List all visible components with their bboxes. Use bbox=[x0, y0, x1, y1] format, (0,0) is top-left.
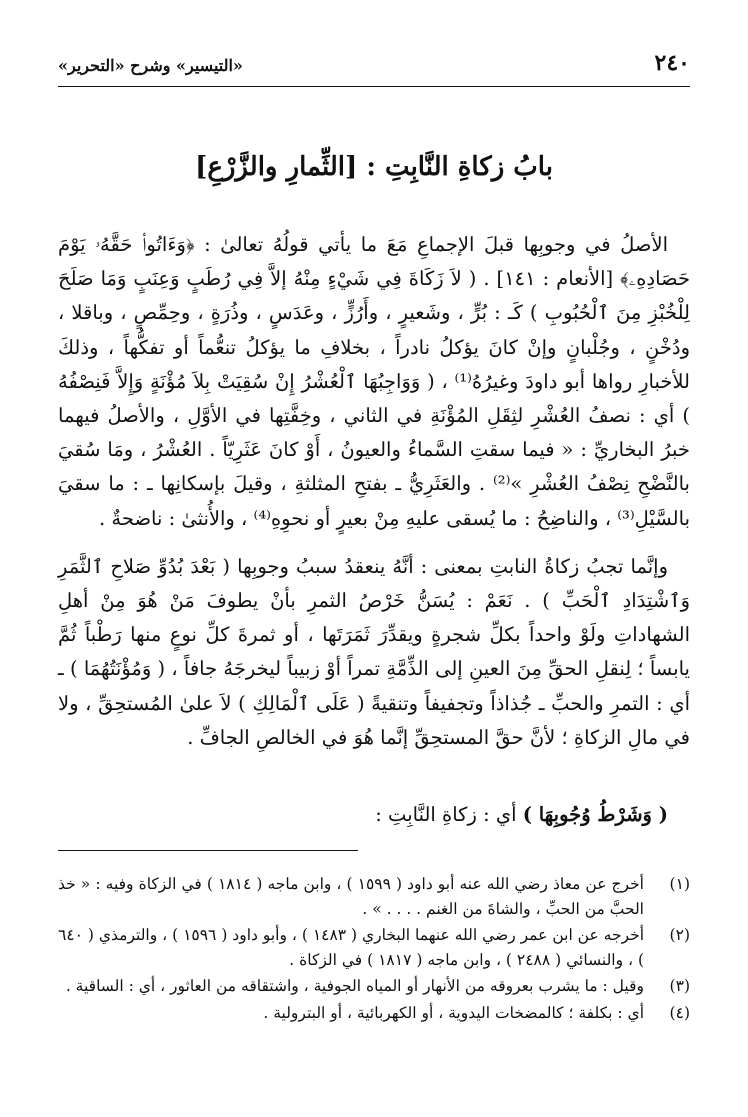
footnote-number: (٢) bbox=[669, 926, 690, 945]
footnote-rule bbox=[58, 850, 358, 851]
main-text bbox=[58, 228, 690, 755]
running-title: «التيسير» وشرح «التحرير» bbox=[58, 56, 243, 75]
condition-key: ( وَشَرْطُ وُجُوبِهَا ) bbox=[522, 803, 668, 826]
footnote-2 bbox=[58, 923, 690, 972]
footnote-number: (١) bbox=[669, 875, 690, 893]
footnote-1 bbox=[58, 872, 690, 921]
footnote-number: (٤) bbox=[669, 1003, 690, 1022]
footnote-text: أي : بكلفة ؛ كالمضخات اليدوية ، أو الكهربائية ، أو البترولية . bbox=[263, 1003, 644, 1022]
condition-line bbox=[58, 800, 690, 830]
footnote-text: أخرجه عن ابن عمر رضي الله عنهما البخاري ( ١٤٨٣ ) ، وأبو داود ( ١٥٩٦ ) ، والترمذي ( ٦٤٠ ) ، والنسائي ( ٢٤٨٨ ) ، وابن ماجه ( ١٨١٧ ) في الزكاة . bbox=[58, 926, 644, 969]
footnote-number: (٣) bbox=[669, 977, 690, 996]
paragraph-2: وإنَّما تجبُ زكاةُ النابتِ بمعنى : أنَّهُ ينعقدُ سببُ وجوبِها ( بَعْدَ بُدُوِّ صَلاحِ ٱلثَّمَرِ وَٱشْتِدَادِ ٱلْحَبِّ ) . نَعَمْ : يُسَنُّ خَرْصُ الثمرِ بأنْ يطوفَ مَنْ هُوَ مِنْ أهلِ الشهاداتِ ولَوْ واحداً بكلِّ شجرةٍ ويقدِّرَ ثَمَرَتَها ، أو ثمرةَ كلِّ نوعٍ منها رَطْباً ثُمَّ يابساً ؛ لِنقلِ الحقِّ مِنَ العينِ إلى الذِّمَّةِ تمراً أوْ زبيباً ليخرجَهُ جافاً ، ( وَمُؤْنَتُهُمَا ) ـ أي : التمرِ والحبِّ ـ جُذاذاً وتجفيفاً وتنقيةً ( عَلَى ٱلْمَالِكِ ) لاَ علىٰ المُستحِقِّ ، ولا في مالِ الزكاةِ ؛ لأنَّ حقَّ المستحِقِّ إنَّما هُوَ في الخالصِ الجافِّ . bbox=[58, 554, 690, 749]
footnote-text: أخرج عن معاذ رضي الله عنه أبو داود ( ١٥٩٩ ) ، وابن ماجه ( ١٨١٤ ) في الزكاة وفيه : « خذ الحبَّ من الحبِّ ، والشاةَ من الغنم . . . . » . bbox=[58, 875, 644, 918]
footnotes bbox=[58, 872, 690, 1028]
header-rule bbox=[58, 86, 690, 87]
chapter-title: بابُ زكاةِ النَّابِتِ : [الثِّمارِ والزَّرْعِ] bbox=[195, 152, 553, 182]
footnote-4 bbox=[58, 1001, 690, 1026]
condition-rest: أي : زكاةِ النَّابِتِ : bbox=[375, 803, 523, 826]
footnote-text: وقيل : ما يشرب بعروقه من الأنهار أو المياه الجوفية ، واشتقاقه من العاثور ، أي : الساقية . bbox=[65, 977, 644, 996]
page-number: ٢٤٠ bbox=[654, 50, 690, 76]
running-head bbox=[58, 50, 690, 80]
footnote-3 bbox=[58, 974, 690, 999]
paragraph-1: الأصلُ في وجوبِها قبلَ الإجماعِ مَعَ ما يأتي قولُهُ تعالىٰ : ﴿وَءَاتُوا۟ حَقَّهُۥ يَوْمَ حَصَادِهِۦ﴾ [الأنعام : ١٤١] . ( لاَ زَكَاةَ فِي شَيْءٍ مِنْهُ إلاَّ فِي رُطَبٍ وَعِنَبٍ وَمَا صَلَحَ لِلْخُبْزِ مِنَ ٱلْحُبُوبِ ) كَـ : بُرٍّ ، وشَعيرٍ ، وأَرُزٍّ ، وعَدَسٍ ، وذُرَةٍ ، وحِمِّصٍ ، وباقلا ، ودُخْنٍ ، وجُلْبانٍ وإنْ كانَ يؤكلُ نادراً ، بخلافِ ما يؤكلُ تنعُّماً أو تفكُّهاً ، وذلكَ للأخبارِ رواها أبو داودَ وغيرُهُ⁽¹⁾ ، ( وَوَاجِبُهَا ٱلْعُشْرُ إِنْ سُقِيَتْ بِلاَ مُؤْنَةٍ وَإِلاَّ فَنِصْفُهُ ) أي : نصفُ العُشْرِ لثِقَلِ المُؤْنَةِ في الثاني ، وخِفَّتِها في الأوَّلِ ، والأصلُ فيهما خبرُ البخاريِّ : « فيما سقتِ السَّماءُ والعيونُ ، أَوْ كانَ عَثَرِيّاً . العُشْرُ ، ومَا سُقيَ بالنَّضْحِ نِصْفُ العُشْرِ »⁽²⁾ . والعَثَرِيُّ ـ بفتحِ المثلثةِ ، وقيلَ بإسكانِها ـ : ما سقيَ بالسَّيْلِ⁽³⁾ ، والناضِحُ : ما يُسقى عليهِ مِنْ بعيرٍ أو نحوِهِ⁽⁴⁾ ، والأُنثىٰ : ناضحةٌ . bbox=[58, 233, 691, 530]
